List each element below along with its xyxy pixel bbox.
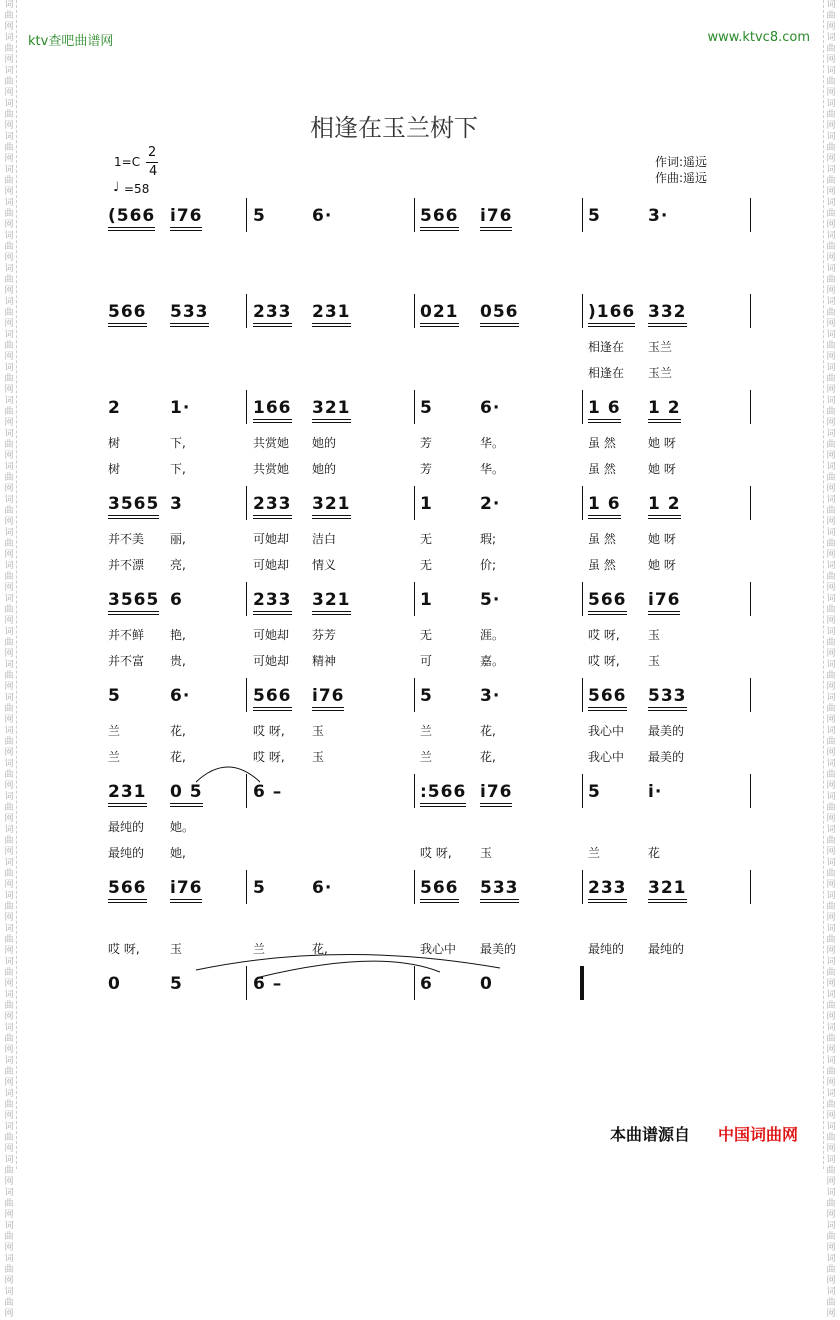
lyric: 哎 呀, bbox=[588, 628, 620, 642]
lyric: 花, bbox=[480, 724, 496, 738]
note-group: 0 5 bbox=[170, 782, 203, 807]
right-watermark-strip: 词曲网词曲网词曲网词曲网词曲网词曲网词曲网词曲网词曲网词曲网词曲网词曲网词曲网词曲网词曲网词曲网词曲网词曲网词曲网词曲网词曲网词曲网词曲网词曲网词曲网词曲网词曲网词曲网词曲网词曲网词曲网词曲网词曲网词曲网词曲网词曲网词曲网词曲网词曲网词曲网 bbox=[823, 0, 838, 1169]
note-group: 231 bbox=[108, 782, 147, 807]
note-group: 233 bbox=[253, 494, 292, 519]
lyric: 芳 bbox=[420, 436, 433, 450]
note-group: 3565 bbox=[108, 590, 159, 615]
lyric: 兰 bbox=[588, 846, 601, 860]
lyric: 她 呀 bbox=[648, 558, 676, 572]
note-group: i76 bbox=[648, 590, 680, 615]
lyric: 无 bbox=[420, 628, 433, 642]
lyric: 花, bbox=[312, 942, 328, 956]
lyric: 玉 bbox=[312, 750, 325, 764]
lyric: 玉兰 bbox=[648, 340, 673, 354]
note-group: 566 bbox=[108, 302, 147, 327]
lyric: 兰 bbox=[420, 724, 433, 738]
song-title: 相逢在玉兰树下 bbox=[310, 114, 478, 142]
note-group: 5 bbox=[588, 782, 601, 802]
note-group: 566 bbox=[588, 686, 627, 711]
lyric: 艳, bbox=[170, 628, 186, 642]
lyric: 精神 bbox=[312, 654, 337, 668]
lyric: 情义 bbox=[312, 558, 337, 572]
note-group: i76 bbox=[312, 686, 344, 711]
lyric: 哎 呀, bbox=[420, 846, 452, 860]
lyric: 树 bbox=[108, 462, 121, 476]
note-group: 6 bbox=[420, 974, 433, 994]
note-group: )166 bbox=[588, 302, 635, 327]
note-group: 5 bbox=[253, 878, 266, 898]
note-group: (566 bbox=[108, 206, 155, 231]
note-group: 2 bbox=[108, 398, 121, 418]
note-group: 566 bbox=[588, 590, 627, 615]
lyric: 她 呀 bbox=[648, 462, 676, 476]
quarter-note-icon: ♩ bbox=[113, 180, 120, 195]
note-group: 6· bbox=[480, 398, 501, 418]
note-group: i76 bbox=[170, 206, 202, 231]
lyric: 她 呀 bbox=[648, 532, 676, 546]
note-group: 5 bbox=[108, 686, 121, 706]
composer: 作曲:遥远 bbox=[655, 171, 708, 185]
lyric: 华。 bbox=[480, 436, 505, 450]
lyric: 花, bbox=[170, 750, 186, 764]
note-group: 6· bbox=[170, 686, 191, 706]
lyric: 我心中 bbox=[420, 942, 457, 956]
note-group: 566 bbox=[420, 878, 459, 903]
lyric: 芳 bbox=[420, 462, 433, 476]
lyric: 她的 bbox=[312, 462, 337, 476]
lyric: 嘉。 bbox=[480, 654, 505, 668]
lyric: 玉 bbox=[648, 628, 661, 642]
note-group: 3· bbox=[480, 686, 501, 706]
lyric: 可 bbox=[420, 654, 433, 668]
lyric: 最纯的 bbox=[108, 820, 145, 834]
note-group: 233 bbox=[588, 878, 627, 903]
note-group: i· bbox=[648, 782, 663, 802]
note-group: 233 bbox=[253, 302, 292, 327]
lyric: 瑕; bbox=[480, 532, 497, 546]
note-group: 056 bbox=[480, 302, 519, 327]
lyric: 可她却 bbox=[253, 558, 290, 572]
note-group: 1 6 bbox=[588, 398, 621, 423]
note-group: 332 bbox=[648, 302, 687, 327]
lyric: 玉兰 bbox=[648, 366, 673, 380]
note-group: 6 – bbox=[253, 782, 283, 802]
note-group: 533 bbox=[170, 302, 209, 327]
lyric: 最美的 bbox=[648, 724, 685, 738]
note-group: 1 6 bbox=[588, 494, 621, 519]
note-group: 1 bbox=[420, 494, 433, 514]
lyric: 共赏她 bbox=[253, 436, 290, 450]
time-top: 2 bbox=[148, 145, 157, 160]
lyric: 涯。 bbox=[480, 628, 505, 642]
note-group: i76 bbox=[480, 206, 512, 231]
lyric: 哎 呀, bbox=[588, 654, 620, 668]
lyric: 华。 bbox=[480, 462, 505, 476]
lyric: 兰 bbox=[108, 724, 121, 738]
note-group: 566 bbox=[108, 878, 147, 903]
note-group: 233 bbox=[253, 590, 292, 615]
note-group: i76 bbox=[170, 878, 202, 903]
note-group: 566 bbox=[420, 206, 459, 231]
lyric: 可她却 bbox=[253, 532, 290, 546]
note-group: 5· bbox=[480, 590, 501, 610]
lyric: 丽, bbox=[170, 532, 186, 546]
note-group: 533 bbox=[480, 878, 519, 903]
note-group: 321 bbox=[312, 398, 351, 423]
note-group: 533 bbox=[648, 686, 687, 711]
lyric: 她。 bbox=[170, 820, 195, 834]
lyric: 并不漂 bbox=[108, 558, 145, 572]
lyric: 玉 bbox=[648, 654, 661, 668]
lyric: 贵, bbox=[170, 654, 186, 668]
lyric: 玉 bbox=[480, 846, 493, 860]
note-group: :566 bbox=[420, 782, 466, 807]
note-group: 1 2 bbox=[648, 494, 681, 519]
lyric: 兰 bbox=[420, 750, 433, 764]
lyric: 并不鲜 bbox=[108, 628, 145, 642]
lyric: 无 bbox=[420, 558, 433, 572]
lyric: 并不美 bbox=[108, 532, 145, 546]
lyric: 虽 然 bbox=[588, 558, 616, 572]
lyric: 并不富 bbox=[108, 654, 145, 668]
lyric: 下, bbox=[170, 436, 186, 450]
lyric: 我心中 bbox=[588, 750, 625, 764]
header-left-site[interactable]: ktv查吧曲谱网 bbox=[28, 34, 114, 49]
lyric: 相逢在 bbox=[588, 340, 625, 354]
note-group: 321 bbox=[312, 590, 351, 615]
note-group: 6· bbox=[312, 206, 333, 226]
footer-source: 本曲谱源自 bbox=[610, 1125, 691, 1144]
note-group: 2· bbox=[480, 494, 501, 514]
lyric: 最纯的 bbox=[648, 942, 685, 956]
lyric: 哎 呀, bbox=[253, 750, 285, 764]
lyric: 最纯的 bbox=[108, 846, 145, 860]
note-group: 5 bbox=[170, 974, 183, 994]
note-group: 3· bbox=[648, 206, 669, 226]
lyric: 最美的 bbox=[480, 942, 517, 956]
note-group: 6 bbox=[170, 590, 183, 610]
lyric: 玉 bbox=[170, 942, 183, 956]
note-group: 5 bbox=[253, 206, 266, 226]
key-signature: 1=C bbox=[114, 155, 141, 169]
note-group: 021 bbox=[420, 302, 459, 327]
header-right-url[interactable]: www.ktvc8.com bbox=[707, 30, 810, 45]
note-group: 5 bbox=[420, 686, 433, 706]
lyric: 玉 bbox=[312, 724, 325, 738]
note-group: 0 bbox=[108, 974, 121, 994]
lyric: 我心中 bbox=[588, 724, 625, 738]
lyric: 她 呀 bbox=[648, 436, 676, 450]
tempo: =58 bbox=[124, 182, 150, 196]
lyric: 可她却 bbox=[253, 628, 290, 642]
lyric: 虽 然 bbox=[588, 462, 616, 476]
left-watermark-strip: 词曲网词曲网词曲网词曲网词曲网词曲网词曲网词曲网词曲网词曲网词曲网词曲网词曲网词曲网词曲网词曲网词曲网词曲网词曲网词曲网词曲网词曲网词曲网词曲网词曲网词曲网词曲网词曲网词曲网词曲网词曲网词曲网词曲网词曲网词曲网词曲网词曲网词曲网词曲网词曲网 bbox=[2, 0, 17, 1169]
note-group: i76 bbox=[480, 782, 512, 807]
lyric: 花, bbox=[480, 750, 496, 764]
lyricist: 作词:遥远 bbox=[655, 155, 708, 169]
note-group: 3 bbox=[170, 494, 183, 514]
lyric: 下, bbox=[170, 462, 186, 476]
lyric: 虽 然 bbox=[588, 436, 616, 450]
note-group: 231 bbox=[312, 302, 351, 327]
lyric: 树 bbox=[108, 436, 121, 450]
lyric: 芬芳 bbox=[312, 628, 337, 642]
lyric: 哎 呀, bbox=[108, 942, 140, 956]
note-group: 1· bbox=[170, 398, 191, 418]
lyric: 哎 呀, bbox=[253, 724, 285, 738]
note-group: 321 bbox=[648, 878, 687, 903]
lyric: 最纯的 bbox=[588, 942, 625, 956]
note-group: 6 – bbox=[253, 974, 283, 994]
lyric: 可她却 bbox=[253, 654, 290, 668]
note-group: 321 bbox=[312, 494, 351, 519]
lyric: 洁白 bbox=[312, 532, 337, 546]
lyric: 共赏她 bbox=[253, 462, 290, 476]
note-group: 3565 bbox=[108, 494, 159, 519]
footer-site[interactable]: 中国词曲网 bbox=[718, 1125, 799, 1144]
lyric: 兰 bbox=[108, 750, 121, 764]
note-group: 5 bbox=[420, 398, 433, 418]
lyric: 花 bbox=[648, 846, 661, 860]
lyric: 虽 然 bbox=[588, 532, 616, 546]
note-group: 5 bbox=[588, 206, 601, 226]
lyric: 无 bbox=[420, 532, 433, 546]
time-bottom: 4 bbox=[149, 164, 158, 179]
lyric: 相逢在 bbox=[588, 366, 625, 380]
note-group: 6· bbox=[312, 878, 333, 898]
lyric: 她的 bbox=[312, 436, 337, 450]
note-group: 0 bbox=[480, 974, 493, 994]
lyric: 价; bbox=[480, 558, 497, 572]
note-group: 166 bbox=[253, 398, 292, 423]
lyric: 亮, bbox=[170, 558, 186, 572]
lyric: 最美的 bbox=[648, 750, 685, 764]
lyric: 花, bbox=[170, 724, 186, 738]
lyric: 兰 bbox=[253, 942, 266, 956]
lyric: 她, bbox=[170, 846, 186, 860]
note-group: 1 bbox=[420, 590, 433, 610]
note-group: 566 bbox=[253, 686, 292, 711]
note-group: 1 2 bbox=[648, 398, 681, 423]
